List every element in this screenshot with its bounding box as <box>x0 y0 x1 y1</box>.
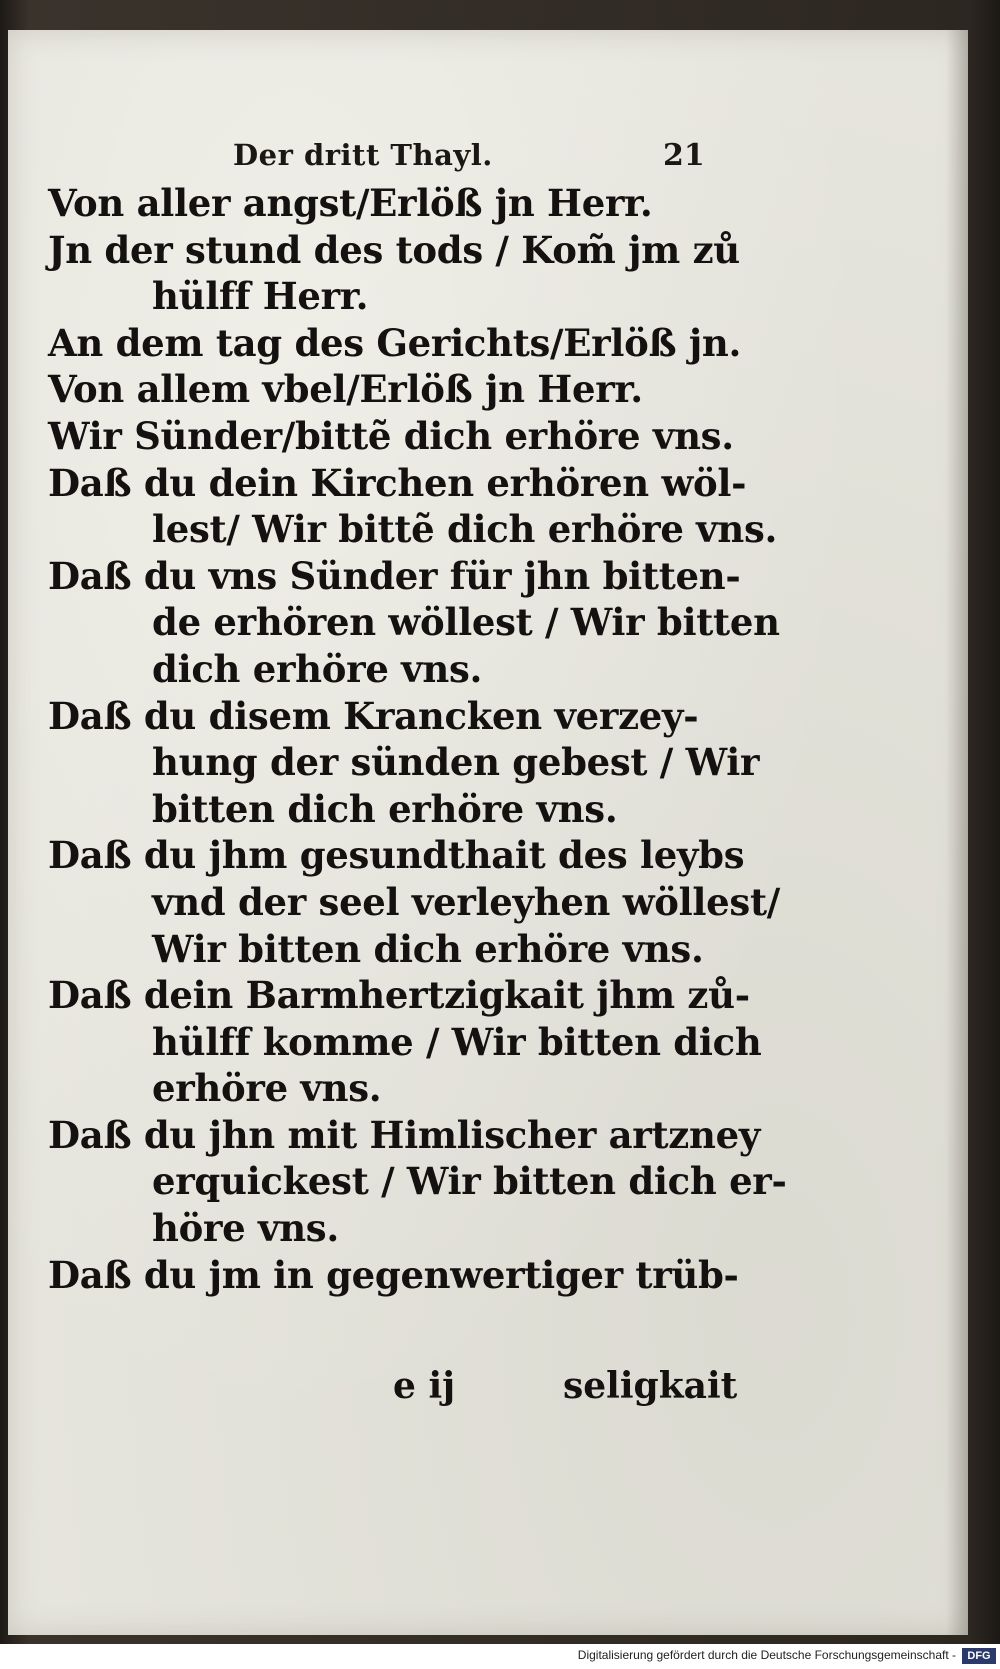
text-line: Daß du jhm gesundthait des leybs <box>48 833 745 878</box>
digitization-credit-bar <box>0 1644 1000 1669</box>
dfg-logo-icon: DFG <box>962 1648 996 1664</box>
running-title: Der dritt Thayl. <box>233 138 493 172</box>
page-edge-shadow <box>946 30 968 1635</box>
page-header <box>233 132 733 182</box>
text-line: Wir bitten dich erhöre vns. <box>152 926 704 971</box>
text-line: Daß du disem Krancken verzey- <box>48 693 699 738</box>
litany-text <box>48 180 787 1298</box>
folio-number: 21 <box>663 138 705 173</box>
text-line: erquickest / Wir bitten dich er- <box>152 1159 787 1204</box>
text-line: An dem tag des Gerichts/Erlöß jn. <box>48 320 742 365</box>
text-line: dich erhöre vns. <box>152 646 483 691</box>
text-line: Wir Sünder/bittẽ dich erhöre vns. <box>48 413 734 458</box>
text-line: Von allem vbel/Erlöß jn Herr. <box>48 367 643 412</box>
text-line: Daß du jm in gegenwertiger trüb- <box>48 1252 739 1297</box>
text-line: hülff Herr. <box>152 274 369 319</box>
credit-text: Digitalisierung gefördert durch die Deutsche Forschungsgemeinschaft - <box>577 1648 956 1662</box>
text-line: erhöre vns. <box>152 1066 382 1111</box>
text-line: lest/ Wir bittẽ dich erhöre vns. <box>152 507 778 552</box>
text-line: de erhören wöllest / Wir bitten <box>152 600 780 645</box>
book-page <box>8 30 968 1635</box>
text-line: Von aller angst/Erlöß jn Herr. <box>48 181 653 225</box>
text-line: bitten dich erhöre vns. <box>152 786 618 831</box>
text-line: hung der sünden gebest / Wir <box>152 740 760 785</box>
text-line: vnd der seel verleyhen wöllest/ <box>152 879 780 924</box>
catchword: seligkait <box>563 1365 738 1407</box>
text-line: Jn der stund des tods / Kom̃ jm zů <box>48 227 740 272</box>
text-line: hülff komme / Wir bitten dich <box>152 1019 762 1064</box>
signature-mark: e ij <box>393 1365 456 1407</box>
text-line: höre vns. <box>152 1206 339 1251</box>
text-line: Daß du dein Kirchen erhören wöl- <box>48 460 747 505</box>
text-line: Daß du jhn mit Himlischer artzney <box>48 1112 761 1157</box>
text-line: Daß dein Barmhertzigkait jhm zů- <box>48 973 750 1018</box>
page-foot <box>8 1365 738 1411</box>
text-line: Daß du vns Sünder für jhn bitten- <box>48 553 741 598</box>
